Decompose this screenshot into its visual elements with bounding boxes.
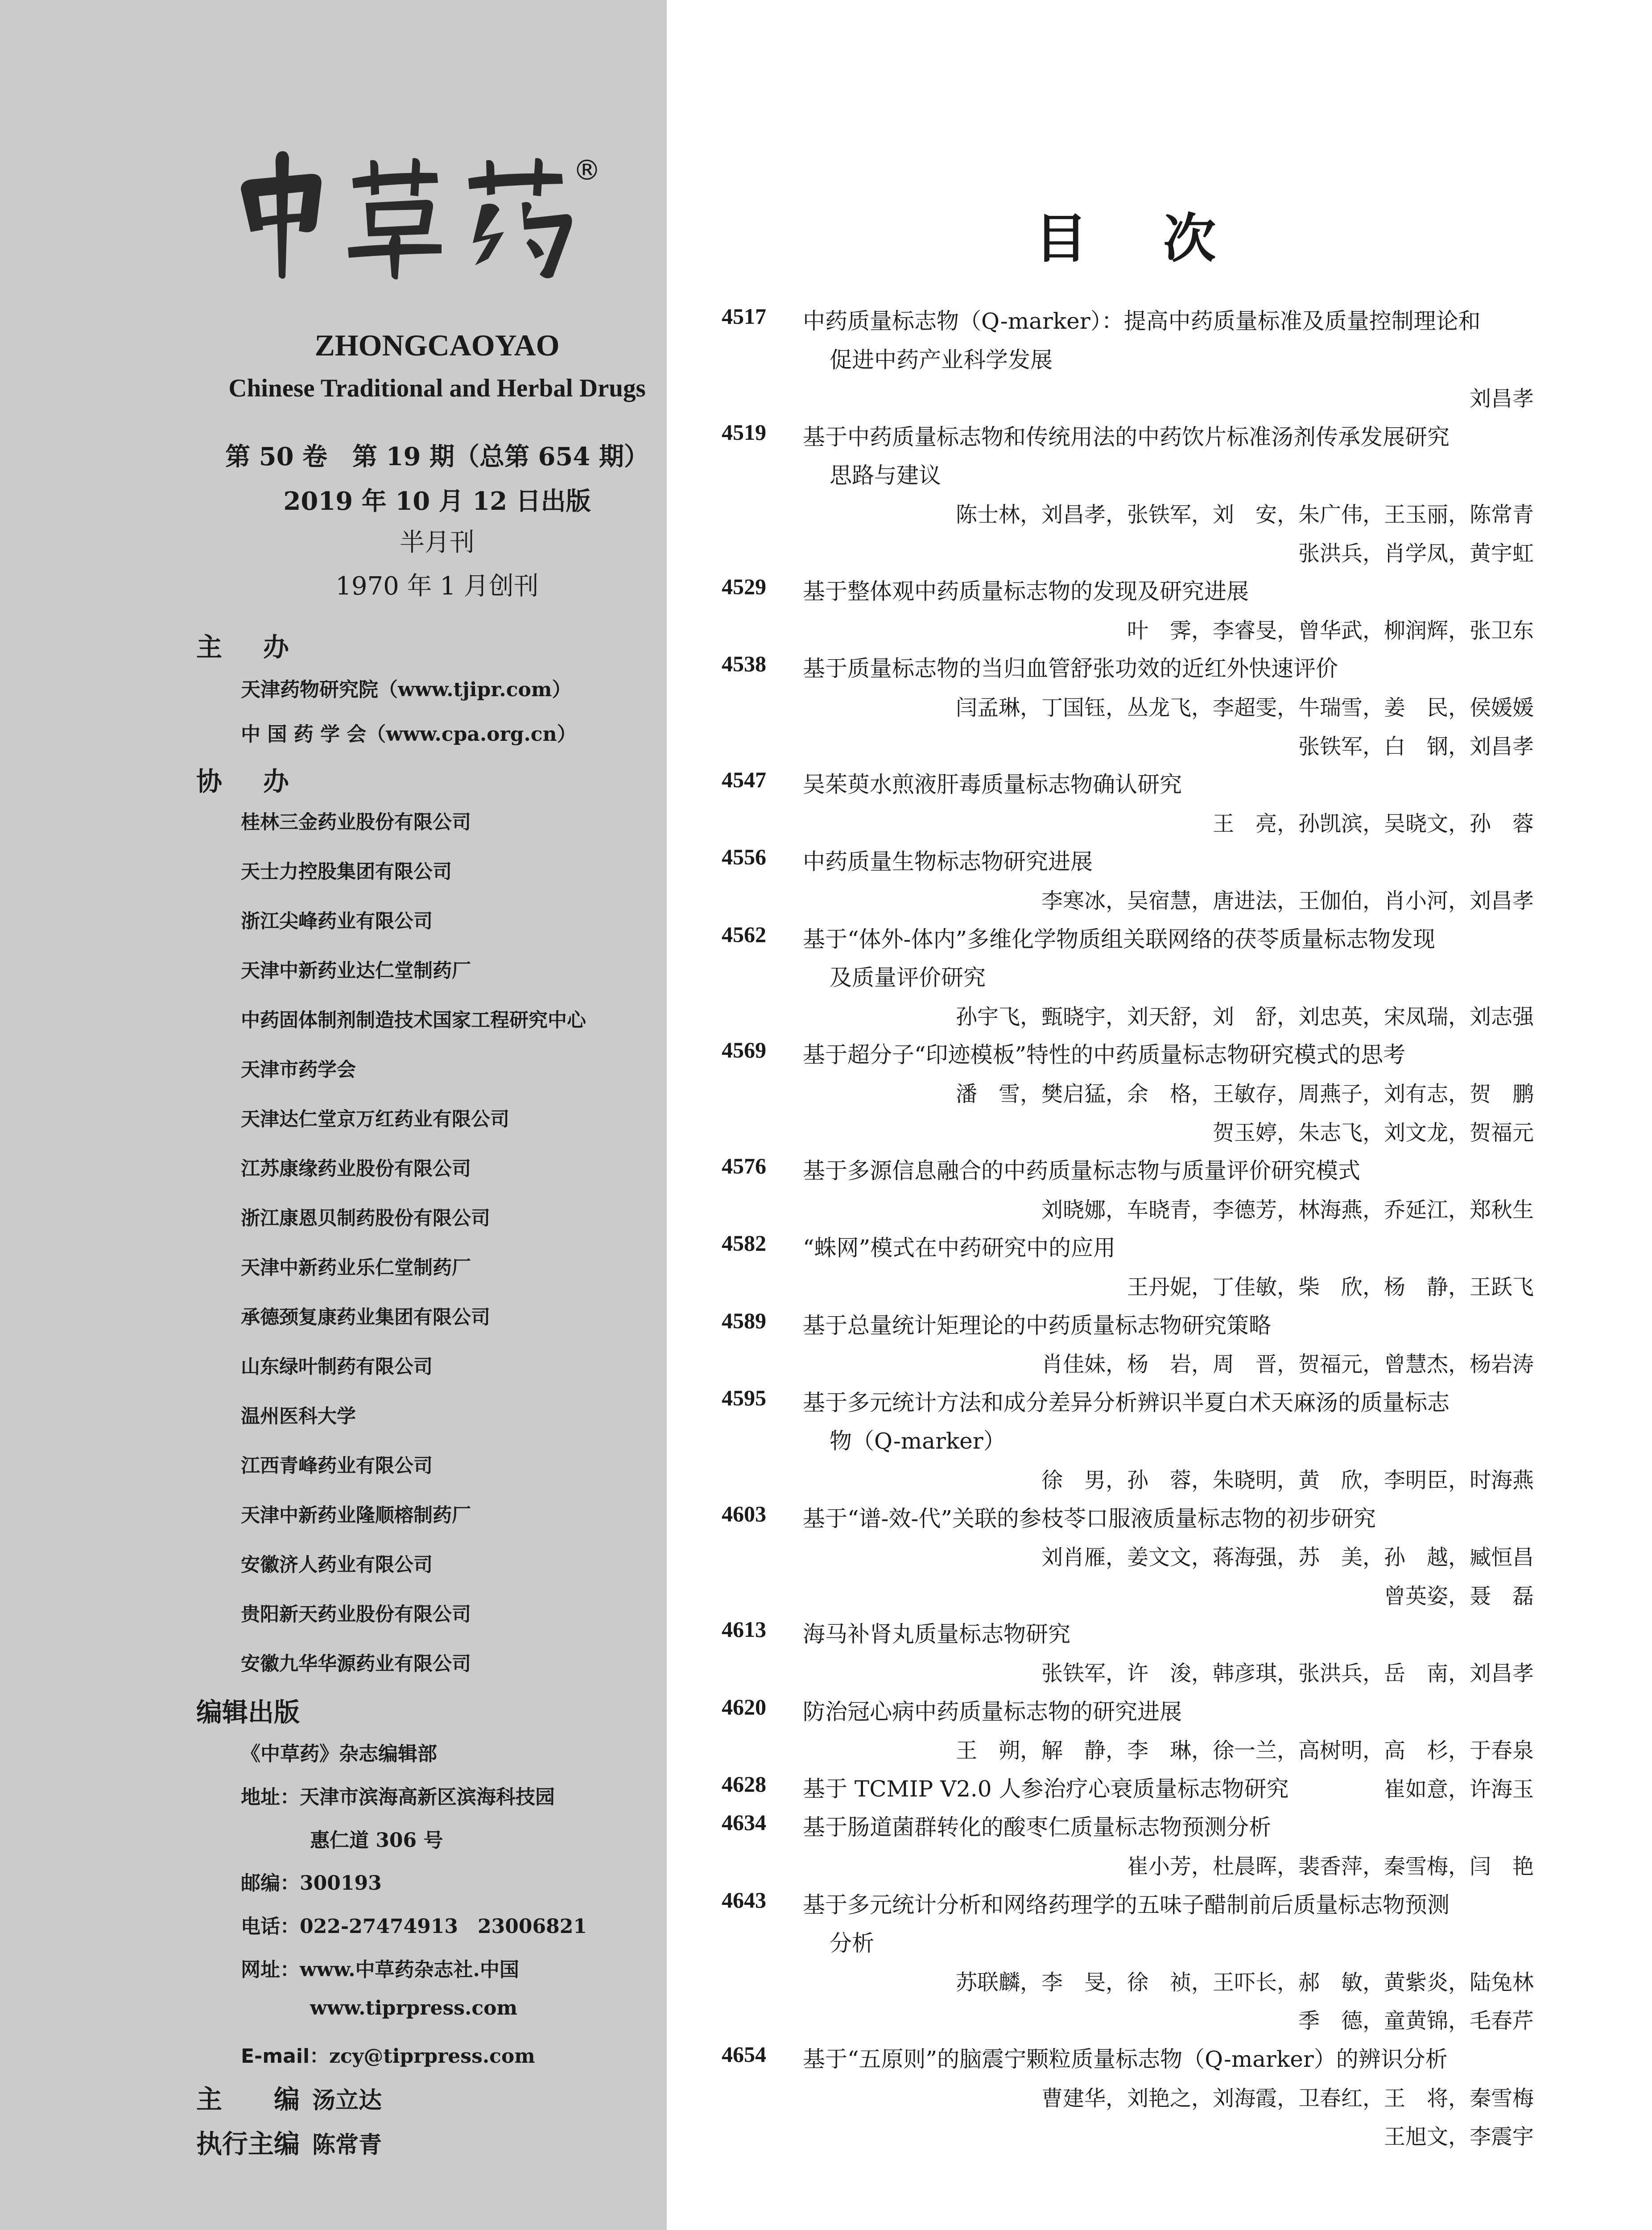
toc-entry-authors: 崔小芳，杜晨晖，裴香萍，秦雪梅，闫 艳 [1127,1854,1534,1879]
contents-title: 目次 [1035,208,1292,269]
sponsor-item: 中 国 药 学 会（www.cpa.org.cn） [241,723,577,746]
toc-page-number: 4634 [722,1810,766,1835]
toc-entry-authors: 潘 雪，樊启猛，余 格，王敏存，周燕子，刘有志，贺 鹏 [955,1082,1534,1107]
toc-entry-title: 基于整体观中药质量标志物的发现及研究进展 [803,578,1249,605]
volume-issue: 第 50 卷 第 19 期（总第 654 期） [225,442,649,471]
toc-page-number: 4538 [722,651,766,677]
toc-page-number: 4529 [722,574,766,599]
toc-page-number: 4547 [722,767,766,793]
toc-page-number: 4517 [722,304,766,329]
co-sponsor-item: 天士力控股集团有限公司 [241,861,452,883]
co-sponsor-item: 温州医科大学 [241,1405,356,1428]
toc-entry-title: 基于多元统计方法和成分差异分析辨识半夏白术天麻汤的质量标志 [803,1389,1450,1416]
toc-entry-title: “蛛网”模式在中药研究中的应用 [803,1235,1116,1261]
editorial-address-line2: 惠仁道 306 号 [310,1829,443,1852]
co-sponsor-item: 浙江尖峰药业有限公司 [241,910,433,933]
toc-entry-title: 基于多元统计分析和网络药理学的五味子醋制前后质量标志物预测 [803,1891,1450,1918]
toc-page-number: 4569 [722,1037,766,1063]
toc-entry-authors: 王 亮，孙凯滨，吴晓文，孙 蓉 [1212,811,1534,836]
toc-entry-authors: 王旭文，李震宇 [1384,2124,1534,2150]
sponsor-heading: 主 办 [196,632,289,662]
toc-entry-authors: 季 德，童黄锦，毛春芹 [1298,2008,1534,2034]
toc-page-number: 4556 [722,844,766,870]
toc-entry-title: 中药质量标志物（Q-marker）：提高中药质量标准及质量控制理论和 [803,308,1481,334]
toc-entry-authors: 张铁军，白 钢，刘昌孝 [1298,734,1534,759]
toc-entry-title: 基于超分子“印迹模板”特性的中药质量标志物研究模式的思考 [803,1042,1406,1068]
co-sponsor-item: 安徽九华华源药业有限公司 [241,1653,471,1675]
co-sponsor-item: 承德颈复康药业集团有限公司 [241,1306,490,1329]
toc-entry-title: 中药质量生物标志物研究进展 [803,849,1093,875]
toc-page-number: 4620 [722,1694,766,1719]
toc-entry-title: 吴茱萸水煎液肝毒质量标志物确认研究 [803,772,1182,798]
toc-entry-authors: 崔如意，许海玉 [1384,1776,1534,1802]
toc-page-number: 4613 [722,1617,766,1642]
toc-entry-authors: 张洪兵，肖学凤，黄宇虹 [1298,541,1534,566]
toc-page-number: 4654 [722,2042,766,2067]
toc-entry-authors: 刘昌孝 [1469,386,1534,412]
co-sponsor-item: 天津达仁堂京万红药业有限公司 [241,1108,509,1131]
toc-page-number: 4576 [722,1153,766,1179]
toc-entry-title: 促进中药产业科学发展 [830,347,1053,373]
journal-info-sidebar [0,0,667,2230]
toc-entry-title: 基于多源信息融合的中药质量标志物与质量评价研究模式 [803,1158,1360,1184]
founded-date: 1970 年 1 月创刊 [335,572,539,601]
toc-entry-authors: 陈士林，刘昌孝，张铁军，刘 安，朱广伟，王玉丽，陈常青 [955,502,1534,527]
co-sponsor-item: 江西青峰药业有限公司 [241,1455,433,1477]
editorial-zip: 邮编：300193 [241,1872,382,1895]
co-sponsor-item: 山东绿叶制药有限公司 [241,1356,433,1378]
editorial-phone: 电话：022-27474913 23006821 [241,1915,587,1938]
toc-entry-authors: 刘晓娜，车晓青，李德芳，林海燕，乔延江，郑秋生 [1041,1197,1534,1222]
toc-entry-title: 及质量评价研究 [830,965,986,991]
toc-entry-title: 思路与建议 [830,463,941,489]
toc-page-number: 4628 [722,1771,766,1796]
toc-entry-title: 防治冠心病中药质量标志物的研究进展 [803,1698,1182,1725]
toc-entry-title: 基于中药质量标志物和传统用法的中药饮片标准汤剂传承发展研究 [803,424,1450,450]
toc-entry-authors: 曾英姿，聂 磊 [1384,1583,1534,1609]
editorial-website-2: www.tiprpress.com [310,1997,518,2019]
toc-entry-title: 海马补肾丸质量标志物研究 [803,1621,1070,1648]
toc-entry-authors: 苏联麟，李 旻，徐 祯，王吓长，郝 敏，黄紫炎，陆兔林 [955,1970,1534,1995]
co-sponsor-item: 安徽济人药业有限公司 [241,1554,433,1576]
co-sponsor-item: 天津中新药业隆顺榕制药厂 [241,1504,471,1527]
toc-entry-authors: 闫孟琳，丁国钰，丛龙飞，李超雯，牛瑞雪，姜 民，侯媛媛 [955,695,1534,720]
toc-entry-authors: 李寒冰，吴宿慧，唐进法，王伽伯，肖小河，刘昌孝 [1041,888,1534,913]
toc-entry-title: 基于“体外-体内”多维化学物质组关联网络的茯苓质量标志物发现 [803,926,1436,952]
toc-page-number: 4603 [722,1501,766,1526]
co-sponsor-item: 贵阳新天药业股份有限公司 [241,1603,471,1626]
journal-english-name: Chinese Traditional and Herbal Drugs [228,374,646,402]
executive-editor: 执行主编 陈常青 [196,2129,382,2159]
journal-logo [232,147,589,281]
sponsor-item: 天津药物研究院（www.tjipr.com） [241,678,572,701]
co-sponsor-item: 中药固体制剂制造技术国家工程研究中心 [241,1009,586,1032]
toc-page-number: 4595 [722,1385,766,1410]
toc-entry-title: 分析 [830,1930,874,1957]
toc-entry-title: 基于总量统计矩理论的中药质量标志物研究策略 [803,1312,1271,1338]
toc-entry-title: 物（Q-marker） [830,1428,1006,1454]
toc-entry-authors: 王丹妮，丁佳敏，柴 欣，杨 静，王跃飞 [1127,1275,1534,1300]
toc-entry-authors: 孙宇飞，甄晓宇，刘天舒，刘 舒，刘忠英，宋凤瑞，刘志强 [955,1004,1534,1029]
toc-entry-authors: 徐 男，孙 蓉，朱晓明，黄 欣，李明臣，时海燕 [1041,1468,1534,1493]
editorial-email: E-mail：zcy@tiprpress.com [241,2045,535,2068]
publication-date: 2019 年 10 月 12 日出版 [283,487,591,516]
co-sponsor-item: 天津市药学会 [241,1059,356,1081]
registered-mark: ® [573,154,601,186]
co-sponsor-item: 江苏康缘药业股份有限公司 [241,1158,471,1180]
toc-entry-title: 基于肠道菌群转化的酸枣仁质量标志物预测分析 [803,1814,1271,1841]
co-sponsor-heading: 协 办 [196,766,289,797]
toc-entry-title: 基于质量标志物的当归血管舒张功效的近红外快速评价 [803,656,1338,682]
toc-entry-authors: 张铁军，许 浚，韩彦琪，张洪兵，岳 南，刘昌孝 [1041,1661,1534,1686]
toc-entry-title: 基于 TCMIP V2.0 人参治疗心衰质量标志物研究 [803,1776,1289,1802]
toc-entry-authors: 叶 霁，李睿旻，曾华武，柳润辉，张卫东 [1127,618,1534,643]
editorial-website: 网址：www.中草药杂志社.中国 [241,1958,519,1981]
editorial-department: 《中草药》杂志编辑部 [241,1743,437,1765]
toc-entry-authors: 曹建华，刘艳之，刘海霞，卫春红，王 将，秦雪梅 [1041,2085,1534,2111]
toc-entry-authors: 王 朔，解 静，李 琳，徐一兰，高树明，高 杉，于春泉 [955,1738,1534,1763]
toc-entry-title: 基于“五原则”的脑震宁颗粒质量标志物（Q-marker）的辨识分析 [803,2046,1448,2072]
co-sponsor-item: 浙江康恩贝制药股份有限公司 [241,1207,490,1230]
journal-pinyin-name: ZHONGCAOYAO [314,328,560,362]
editorial-heading: 编辑出版 [196,1697,300,1727]
toc-page-number: 4589 [722,1308,766,1333]
co-sponsor-item: 桂林三金药业股份有限公司 [241,811,471,834]
chief-editor: 主 编 汤立达 [196,2084,382,2114]
toc-entry-authors: 贺玉婷，朱志飞，刘文龙，贺福元 [1212,1120,1534,1145]
editorial-address: 地址：天津市滨海高新区滨海科技园 [241,1786,555,1809]
toc-entry-authors: 刘肖雁，姜文文，蒋海强，苏 美，孙 越，臧恒昌 [1041,1545,1534,1570]
publication-frequency: 半月刊 [400,528,475,557]
toc-page-number: 4519 [722,419,766,445]
co-sponsor-item: 天津中新药业达仁堂制药厂 [241,960,471,982]
toc-page-number: 4643 [722,1887,766,1912]
toc-page-number: 4562 [722,921,766,947]
co-sponsor-item: 天津中新药业乐仁堂制药厂 [241,1257,471,1279]
co-sponsor-list [241,807,586,1698]
toc-page-number: 4582 [722,1231,766,1256]
toc-entry-authors: 肖佳妹，杨 岩，周 晋，贺福元，曾慧杰，杨岩涛 [1041,1352,1534,1377]
toc-entry-title: 基于“谱-效-代”关联的参枝苓口服液质量标志物的初步研究 [803,1505,1376,1532]
